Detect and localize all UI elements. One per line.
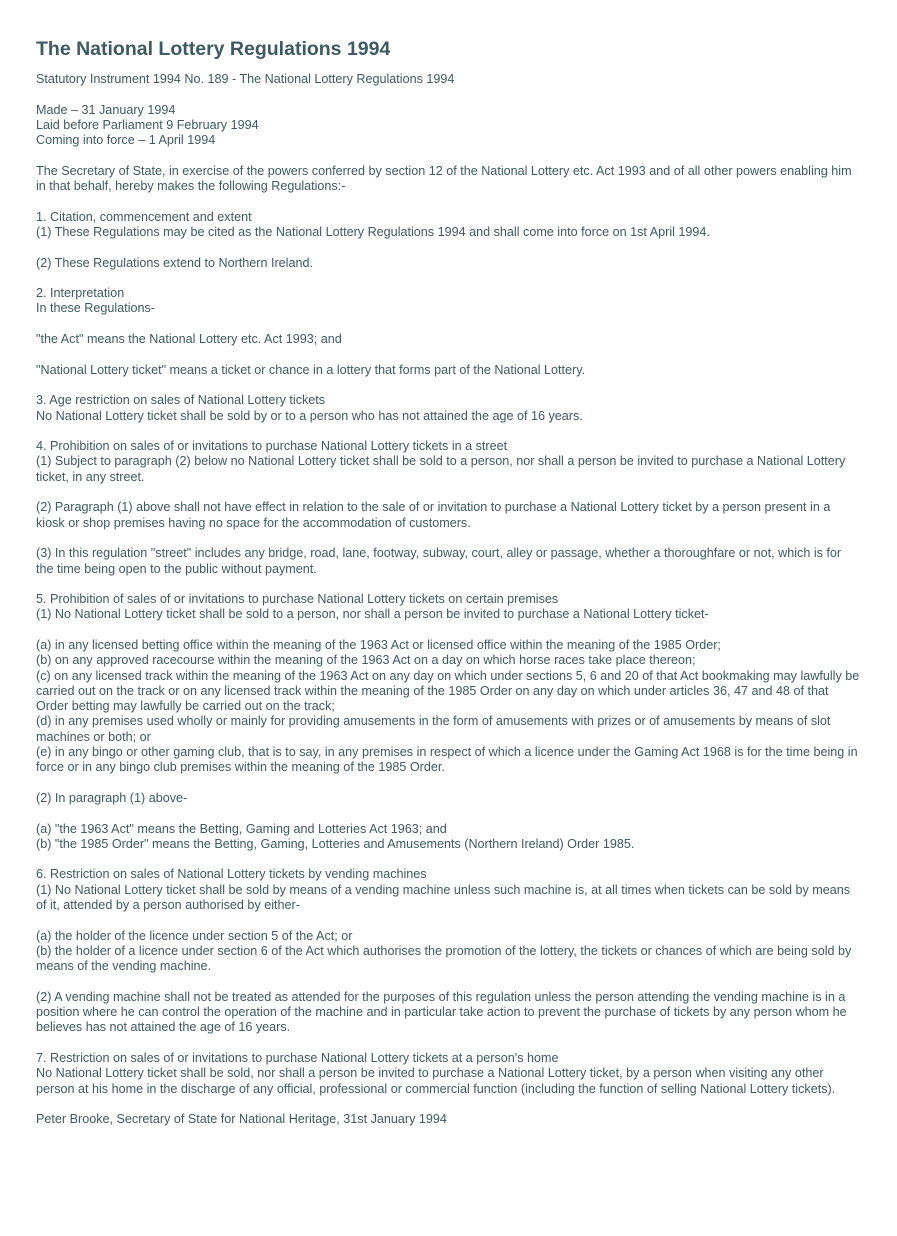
paragraph: (1) Subject to paragraph (2) below no National Lottery ticket shall be sold to a person, nor shall a person be invited to purchase a National Lottery ticket, in any street.	[36, 454, 846, 484]
regulation-heading: 3. Age restriction on sales of National Lottery tickets	[36, 393, 326, 408]
paragraph: (2) A vending machine shall not be treated as attended for the purposes of this regulation unless the person attending the vending machine is in a position where he can control the operation of the machine and in particular take action to prevent the purchase of tickets by any person whom he believes has not attained the age of 16 years.	[36, 989, 847, 1035]
list-item: (a) the holder of the licence under section 5 of the Act; or	[36, 928, 353, 943]
regulation-heading: 5. Prohibition of sales of or invitations to purchase National Lottery tickets on certain premises	[36, 592, 559, 607]
paragraph: (3) In this regulation "street" includes any bridge, road, lane, footway, subway, court, alley or passage, whether a thoroughfare or not, which is for the time being open to the public without payment.	[36, 546, 842, 576]
page-title: The National Lottery Regulations 1994	[36, 38, 391, 60]
regulation-heading: 4. Prohibition on sales of or invitations to purchase National Lottery tickets in a street	[36, 439, 508, 454]
signature: Peter Brooke, Secretary of State for National Heritage, 31st January 1994	[36, 1112, 447, 1127]
list-item: (a) "the 1963 Act" means the Betting, Gaming and Lotteries Act 1963; and	[36, 821, 447, 836]
regulation-heading: 2. Interpretation	[36, 286, 125, 301]
regulation-3	[36, 393, 861, 424]
regulation-2	[36, 286, 861, 378]
regulation-5	[36, 592, 861, 852]
paragraph: (2) Paragraph (1) above shall not have effect in relation to the sale of or invitation to purchase a National Lottery ticket by a person present in a kiosk or shop premises having no space for the accommodation of customers.	[36, 500, 831, 530]
regulation-heading: 7. Restriction on sales of or invitations to purchase National Lottery tickets at a person's home	[36, 1051, 559, 1065]
paragraph: In these Regulations-	[36, 301, 156, 316]
list-item: (d) in any premises used wholly or mainly for providing amusements in the form of amusements with prizes or of amusements by means of slot machines or both; or	[36, 714, 831, 744]
regulation-7	[36, 1051, 861, 1097]
dates-block	[36, 103, 861, 149]
list-item: (b) the holder of a licence under section 6 of the Act which authorises the promotion of the lottery, the tickets or chances of which are being sold by means of the vending machine.	[36, 943, 852, 974]
paragraph: (1) No National Lottery ticket shall be sold by means of a vending machine unless such machine is, at all times when tickets can be sold by means of it, attended by a person authorised by either-	[36, 882, 851, 913]
preamble: The Secretary of State, in exercise of the powers conferred by section 12 of the National Lottery etc. Act 1993 and of all other powers enabling him in that behalf, hereby makes the following Regulations:-	[36, 163, 852, 194]
list-item: (a) in any licensed betting office within the meaning of the 1963 Act or licensed office within the meaning of the 1985 Order;	[36, 637, 721, 652]
date-made: Made – 31 January 1994	[36, 102, 176, 117]
paragraph: (2) These Regulations extend to Northern Ireland.	[36, 255, 313, 270]
document-page	[0, 37, 897, 1127]
definition: "National Lottery ticket" means a ticket or chance in a lottery that forms part of the National Lottery.	[36, 362, 586, 377]
regulation-6	[36, 867, 861, 1035]
paragraph: No National Lottery ticket shall be sold, nor shall a person be invited to purchase a National Lottery ticket, by a person when visiting any other person at his home in the discharge of any official, professional or commercial function (including the function of selling National Lottery tickets).	[36, 1066, 836, 1096]
instrument-line: Statutory Instrument 1994 No. 189 - The National Lottery Regulations 1994	[36, 72, 455, 86]
date-laid: Laid before Parliament 9 February 1994	[36, 117, 259, 132]
list-item: (b) "the 1985 Order" means the Betting, Gaming, Lotteries and Amusements (Northern Ireland) Order 1985.	[36, 836, 635, 851]
paragraph: (2) In paragraph (1) above-	[36, 790, 188, 805]
regulation-heading: 6. Restriction on sales of National Lottery tickets by vending machines	[36, 867, 427, 882]
paragraph: (1) These Regulations may be cited as the National Lottery Regulations 1994 and shall come into force on 1st April 1994.	[36, 224, 710, 239]
list-item: (c) on any licensed track within the meaning of the 1963 Act on any day on which under sections 5, 6 and 20 of that Act bookmaking may lawfully be carried out on the track or on any licensed track within the meaning of the 1985 Order on any day on which under articles 36, 47 and 48 of that Order betting may lawfully be carried out on the track;	[36, 668, 860, 714]
regulation-4	[36, 439, 861, 577]
paragraph: (1) No National Lottery ticket shall be sold to a person, nor shall a person be invited to purchase a National Lottery ticket-	[36, 607, 709, 622]
list-item: (b) on any approved racecourse within the meaning of the 1963 Act on a day on which horse races take place thereon;	[36, 653, 696, 668]
list-item: (e) in any bingo or other gaming club, that is to say, in any premises in respect of which a licence under the Gaming Act 1968 is for the time being in force or in any bingo club premises within the meaning of the 1985 Order.	[36, 745, 858, 775]
paragraph: No National Lottery ticket shall be sold by or to a person who has not attained the age of 16 years.	[36, 408, 583, 423]
definition: "the Act" means the National Lottery etc. Act 1993; and	[36, 332, 342, 347]
regulation-1	[36, 210, 861, 271]
regulation-heading: 1. Citation, commencement and extent	[36, 209, 252, 224]
date-in-force: Coming into force – 1 April 1994	[36, 133, 216, 148]
